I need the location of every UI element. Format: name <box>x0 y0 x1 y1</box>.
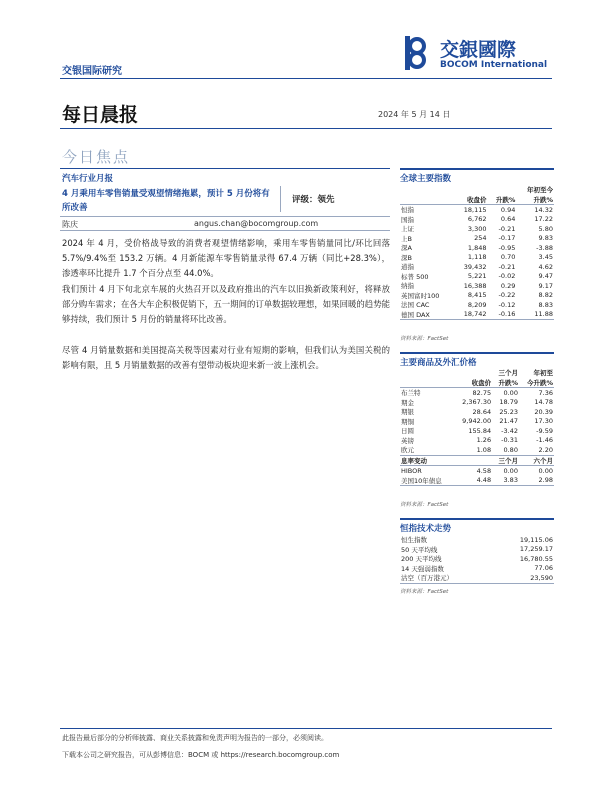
index-row-chg: -0.02 <box>498 272 516 281</box>
index-row-name: 恒指 <box>401 206 414 215</box>
index-row-close: 8,415 <box>467 291 487 300</box>
index-row-close: 18,742 <box>454 310 487 320</box>
index-row-name: 法国 CAC <box>401 301 430 310</box>
indices-table <box>400 185 554 320</box>
commodities-title: 主要商品及外汇价格 <box>400 352 554 368</box>
footer-download-info[interactable]: 下载本公司之研究报告，可从彭博信息：BOCM 或 https://research.bocomgroup.com <box>62 751 340 759</box>
commodity-row-ytd: 17.30 <box>534 417 553 426</box>
index-row-chg: -0.21 <box>498 224 516 233</box>
index-row-ytd: 8.82 <box>538 291 553 300</box>
index-row <box>400 262 554 272</box>
commodity-row-close: 82.75 <box>472 388 492 397</box>
index-row-ytd: 8.83 <box>538 300 553 309</box>
commodity-row-m3: -3.42 <box>501 426 518 435</box>
commodity-row-m3: 0.00 <box>503 388 518 397</box>
commodity-row <box>400 436 554 446</box>
index-row-close: 6,762 <box>467 215 487 224</box>
rates-header-3m: 三个月 <box>492 455 519 466</box>
rates-header-label: 息率变动 <box>400 455 453 466</box>
commodity-row-ytd: 2.20 <box>519 445 554 455</box>
technical-row-name: 200 天平均线 <box>401 555 442 564</box>
index-row-close: 8,209 <box>467 300 487 309</box>
commodities-table <box>400 368 554 486</box>
index-row-close: 1,118 <box>467 253 487 262</box>
commodity-row-m3: 18.79 <box>499 398 518 407</box>
article-top-divider <box>60 168 390 169</box>
indices-title: 全球主要指数 <box>400 168 554 184</box>
index-row-close: 3,300 <box>467 224 487 233</box>
rate-row-m3: 0.00 <box>503 466 518 475</box>
article-divider <box>60 230 390 231</box>
article-divider <box>60 216 390 217</box>
article-paragraph: 尽管 4 月销量数据和美国提高关税等因素对行业有短期的影响，但我们认为美国关税的影响有限，且 5 月销量数据的改善有望带动板块迎来新一波上涨机会。 <box>62 345 390 370</box>
commodity-row-ytd: -9.59 <box>536 426 553 435</box>
commodity-row <box>400 445 554 455</box>
index-row-name: 英国富时100 <box>401 291 440 300</box>
index-row-chg: -0.17 <box>498 234 516 243</box>
index-row <box>400 224 554 234</box>
index-row-chg: -0.22 <box>498 291 516 300</box>
index-row-name: 国指 <box>401 215 414 224</box>
index-row-ytd: 17.22 <box>534 215 553 224</box>
commodity-row-name: 期银 <box>401 408 414 417</box>
commodities-header-ytd-chg: 今升跌% <box>519 378 554 388</box>
commodity-row-close: 1.08 <box>453 445 492 455</box>
page-title: 每日晨报 <box>62 104 139 126</box>
technicals-source: 资料来源：FactSet <box>400 589 449 595</box>
header-divider <box>60 78 552 79</box>
index-row <box>400 205 554 215</box>
index-row-close: 16,388 <box>463 281 487 290</box>
logo-english-name: BOCOM International <box>440 60 548 70</box>
index-row-name: 上B <box>401 234 412 243</box>
index-row-close: 39,432 <box>463 262 487 271</box>
report-date: 2024 年 5 月 14 日 <box>378 110 451 119</box>
indices-header-ytd: 年初至今 <box>527 186 553 195</box>
rate-row-name: 美国10年债息 <box>400 476 453 486</box>
index-row-name: 深A <box>401 244 412 253</box>
commodity-row-name: 英镑 <box>401 436 414 445</box>
technical-row-value: 17,259.17 <box>519 545 553 554</box>
section-heading-focus: 今日焦点 <box>62 148 131 166</box>
rate-row-m3: 3.83 <box>492 476 519 486</box>
title-divider <box>60 128 552 129</box>
index-row-ytd: -3.88 <box>536 243 553 252</box>
technical-row-value: 23,590 <box>493 573 554 583</box>
index-row-close: 5,221 <box>467 272 487 281</box>
commodities-header-ytd: 年初至 <box>533 369 553 378</box>
commodity-row-ytd: 14.78 <box>534 398 553 407</box>
commodity-row-m3: -0.31 <box>501 436 518 445</box>
index-row-ytd: 9.47 <box>538 272 553 281</box>
index-row <box>400 234 554 244</box>
index-row-chg: 0.94 <box>500 205 516 214</box>
commodities-header-close: 收盘价 <box>453 378 492 388</box>
article-sector: 汽车行业月报 <box>62 174 114 184</box>
footer-disclaimer: 此报告最后部分的分析师披露、商业关系披露和免责声明为报告的一部分，必须阅读。 <box>62 734 328 742</box>
technical-row <box>400 535 554 545</box>
index-row <box>400 281 554 291</box>
index-row-name: 德国 DAX <box>400 310 454 320</box>
index-row-name: 道指 <box>401 263 414 272</box>
index-row <box>400 300 554 310</box>
index-row-chg: -0.95 <box>498 243 516 252</box>
index-row-close: 254 <box>474 234 487 243</box>
technical-row <box>400 573 554 583</box>
index-row-ytd: 3.45 <box>538 253 553 262</box>
technical-row <box>400 564 554 574</box>
rate-row-name: HIBOR <box>401 466 422 475</box>
index-row-chg: -0.12 <box>498 300 516 309</box>
commodity-row-close: 2,367.30 <box>462 398 492 407</box>
technical-row-name: 沽空（百万港元） <box>400 573 493 583</box>
technical-row-name: 50 天平均线 <box>401 545 438 554</box>
commodities-header-3m-chg: 升跌% <box>492 378 519 388</box>
indices-header-close: 收盘价 <box>454 195 487 205</box>
index-row-chg: 0.64 <box>500 215 516 224</box>
index-row-ytd: 4.62 <box>538 262 553 271</box>
rate-row-ytd: 2.98 <box>519 476 554 486</box>
technical-row-value: 16,780.55 <box>519 554 553 563</box>
index-row-name: 上证 <box>401 225 414 234</box>
technical-row-name: 恒生指数 <box>401 536 427 545</box>
rating-label: 评级：领先 <box>292 195 335 205</box>
commodity-row-m3: 25.23 <box>499 407 518 416</box>
commodity-row-name: 期铜 <box>401 417 414 426</box>
article-paragraph: 2024 年 4 月，受价格战导致的消费者观望情绪影响，乘用车零售销量同比/环比回落 5.7%/9.4%至 153.2 万辆。4 月新能源车零售销量录得 67.4 万辆（同比+28.3%），渗透率环比提升 1.7 个百分点至 44.0%。 <box>62 238 390 278</box>
index-row-name: 纳指 <box>401 282 414 291</box>
rate-row <box>400 466 554 476</box>
commodity-row-m3: 21.47 <box>499 417 518 426</box>
commodity-row-close: 28.64 <box>472 407 492 416</box>
commodity-row-close: 1.26 <box>476 436 492 445</box>
index-row-chg: -0.21 <box>498 262 516 271</box>
index-row <box>400 310 554 320</box>
article-paragraph: 我们预计 4 月下旬北京车展的火热召开以及政府推出的汽车以旧换新政策利好，将释放部分购车需求；在各大车企积极促销下，五一期间的订单数据较理想，如果回暖的趋势能够持续，我们预计 5 月份的销量将环比改善。 <box>62 284 390 324</box>
rate-row-close: 4.48 <box>453 476 492 486</box>
indices-header-chg: 升跌% <box>487 195 516 205</box>
rate-row-ytd: 0.00 <box>538 466 553 475</box>
commodities-source: 资料来源：FactSet <box>400 502 449 508</box>
index-row-ytd: 9.83 <box>538 234 553 243</box>
index-row-ytd: 14.32 <box>534 205 553 214</box>
rate-row-close: 4.58 <box>476 466 492 475</box>
technical-row-name: 14 天强弱指数 <box>401 564 444 573</box>
commodity-row-m3: 0.80 <box>492 445 519 455</box>
index-row-ytd: 9.17 <box>538 281 553 290</box>
commodity-row-ytd: 7.36 <box>538 388 553 397</box>
analyst-email[interactable]: angus.chan@bocomgroup.com <box>194 219 319 228</box>
article-headline: 4 月乘用车零售销量受观望情绪拖累，预计 5 月份将有所改善 <box>62 189 270 213</box>
technical-row <box>400 545 554 555</box>
commodity-row <box>400 426 554 436</box>
commodity-row <box>400 417 554 427</box>
technicals-title: 恒指技术走势 <box>400 518 554 534</box>
index-row <box>400 291 554 301</box>
technicals-table <box>400 535 554 584</box>
index-row-close: 1,848 <box>467 243 487 252</box>
index-row-name: 深B <box>401 253 412 262</box>
technical-row <box>400 554 554 564</box>
commodity-row-name: 欧元 <box>400 445 453 455</box>
commodity-row-name: 期金 <box>401 398 414 407</box>
commodity-row <box>400 398 554 408</box>
commodity-row-name: 日圆 <box>401 427 414 436</box>
technical-row-value: 19,115.06 <box>519 535 553 544</box>
commodity-row-ytd: -1.46 <box>536 436 553 445</box>
org-name: 交银国际研究 <box>62 66 122 77</box>
commodity-row-close: 155.84 <box>468 426 492 435</box>
commodity-row-close: 9,942.00 <box>462 417 492 426</box>
index-row <box>400 215 554 225</box>
index-row-ytd: 5.80 <box>538 224 553 233</box>
commodity-row-ytd: 20.39 <box>534 407 553 416</box>
index-row-close: 18,115 <box>463 205 487 214</box>
rate-row <box>400 476 554 486</box>
logo-chinese-name: 交銀國際 <box>440 39 517 61</box>
indices-source: 资料来源：FactSet <box>400 336 449 342</box>
bocom-logo-icon <box>402 36 432 70</box>
commodity-row <box>400 407 554 417</box>
index-row-chg: 0.70 <box>500 253 516 262</box>
index-row <box>400 253 554 263</box>
index-row-chg: -0.16 <box>487 310 516 320</box>
index-row-name: 标普 500 <box>401 272 429 281</box>
rates-header-6m: 六个月 <box>519 455 554 466</box>
commodities-header-3m: 三个月 <box>498 369 518 378</box>
footer-divider <box>60 728 552 729</box>
index-row <box>400 272 554 282</box>
commodity-row <box>400 388 554 398</box>
technical-row-value: 77.06 <box>534 564 553 573</box>
commodity-row-name: 布兰特 <box>401 389 421 398</box>
analyst-name: 陈庆 <box>62 220 78 229</box>
indices-header-ytd-chg: 升跌% <box>516 195 554 205</box>
index-row-ytd: 11.88 <box>516 310 554 320</box>
index-row <box>400 243 554 253</box>
index-row-chg: 0.29 <box>500 281 516 290</box>
